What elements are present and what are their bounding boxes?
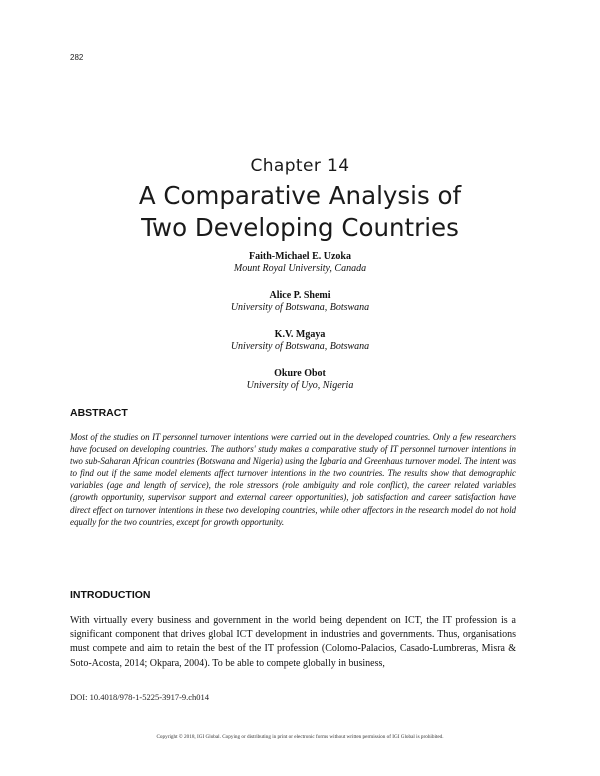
author-block — [0, 251, 600, 290]
page-number: 282 — [70, 53, 84, 62]
chapter-label: Chapter 14 — [250, 156, 350, 176]
author-name: Okure Obot — [274, 368, 326, 379]
author-name: K.V. Mgaya — [274, 329, 326, 340]
chapter-title-line-1: A Comparative Analysis of — [138, 181, 462, 210]
author-block — [0, 329, 600, 368]
author-block — [0, 368, 600, 407]
author-list — [0, 251, 600, 407]
doi: DOI: 10.4018/978-1-5225-3917-9.ch014 — [70, 692, 210, 702]
author-name: Faith-Michael E. Uzoka — [249, 251, 351, 262]
author-affiliation: Mount Royal University, Canada — [233, 263, 367, 274]
chapter-title — [0, 180, 600, 244]
introduction-text: With virtually every business and government in the world being dependent on ICT, the IT profession is a significant component that drives global ICT development in industries and governments. Thus, organisations must compete and aim to retain the best of the IT profession (Colomo-Palacios, Casado-Lumbreras, Misra & Soto-Acosta, 2014; Okpara, 2004). To be able to compete globally in business, — [70, 615, 516, 669]
author-affiliation: University of Uyo, Nigeria — [246, 380, 354, 391]
author-block — [0, 290, 600, 329]
author-name: Alice P. Shemi — [269, 290, 331, 301]
author-affiliation: University of Botswana, Botswana — [230, 341, 370, 352]
abstract-text: Most of the studies on IT personnel turnover intentions were carried out in the developed countries. Only a few researchers have focused on developing countries. The authors' study makes a comparative study of IT personnel turnover intentions in two sub-Saharan African countries (Botswana and Nigeria) using the Igbaria and Greenhaus turnover model. The intent was to find out if the same model elements affect turnover intentions in the two countries. The results show that demographic variables (age and length of service), the role stressors (role ambiguity and role conflict), the career related variables (growth opportunity, supervisor support and external career opportunities), job satisfaction and career satisfaction have direct effect on turnover intentions in these two developing countries, while other affectors in the research model do not hold equally for the two countries, except for growth opportunity. — [70, 432, 516, 527]
author-affiliation: University of Botswana, Botswana — [230, 302, 370, 313]
chapter-title-line-2: Two Developing Countries — [141, 213, 459, 242]
copyright-notice: Copyright © 2018, IGI Global. Copying or distributing in print or electronic forms without written permission of IGI Global is prohibited. — [156, 734, 444, 740]
abstract-heading: ABSTRACT — [70, 407, 128, 419]
introduction-heading: INTRODUCTION — [70, 589, 151, 601]
